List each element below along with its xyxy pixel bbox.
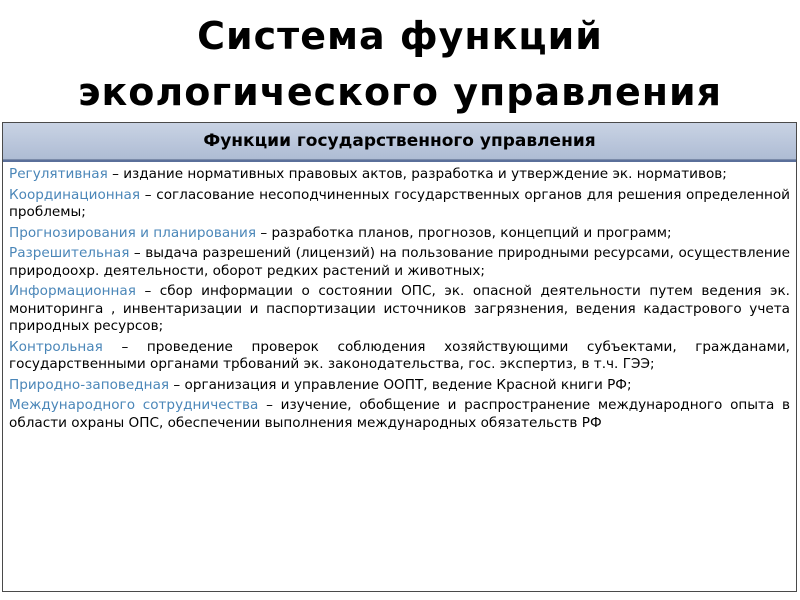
- slide-title-line-2: экологического управления: [77, 70, 723, 114]
- list-item-coordination: [9, 187, 790, 222]
- item-term: Международного сотрудничества: [9, 397, 259, 413]
- item-term: Природно-заповедная: [9, 376, 170, 393]
- list-item-international: [9, 397, 790, 432]
- item-term: Прогнозирования и планирования: [9, 224, 257, 241]
- table-body: [3, 160, 796, 432]
- item-text: – разработка планов, прогнозов, концепций и программ;: [256, 224, 672, 241]
- item-term: Координационная: [9, 186, 141, 203]
- item-term: Контрольная: [9, 338, 103, 355]
- list-item-regulative: [9, 166, 790, 184]
- item-term: Регулятивная: [9, 166, 108, 182]
- functions-table: [2, 122, 797, 592]
- item-text: – согласование несоподчиненных государственных органов для решения определенной проблемы;: [9, 186, 790, 220]
- item-term: Информационная: [9, 283, 136, 299]
- item-text: – выдача разрешений (лицензий) на пользование природными ресурсами, осуществление природоохр. деятельности, оборот редких растений и животных;: [9, 245, 790, 279]
- list-item-informational: [9, 283, 790, 336]
- item-text: – изучение, обобщение и распространение международного опыта в области охраны ОПС, обеспечении выполнения международных обязательств РФ: [9, 397, 791, 431]
- slide-title: [0, 8, 800, 120]
- list-item-forecasting: [9, 225, 790, 243]
- table-header: Функции государственного управления: [3, 123, 796, 160]
- item-text: – организация и управление ООПТ, ведение Красной книги РФ;: [169, 376, 632, 393]
- list-item-permissive: [9, 245, 790, 280]
- list-item-nature-reserve: [9, 377, 790, 395]
- slide-title-line-1: Система функций: [197, 14, 603, 58]
- item-text: – сбор информации о состоянии ОПС, эк. опасной деятельности путем ведения эк. мониторинга , инвентаризации и паспортизации источников загрязнения, ведения кадастрового учета природных ресурсов;: [9, 283, 790, 334]
- item-text: – проведение проверок соблюдения хозяйствующими субъектами, гражданами, государственными органами трбований эк. законодательства, гос. экспертиз, в т.ч. ГЭЭ;: [9, 338, 790, 372]
- item-term: Разрешительная: [9, 245, 130, 261]
- list-item-control: [9, 339, 790, 374]
- item-text: – издание нормативных правовых актов, разработка и утверждение эк. нормативов;: [107, 166, 727, 182]
